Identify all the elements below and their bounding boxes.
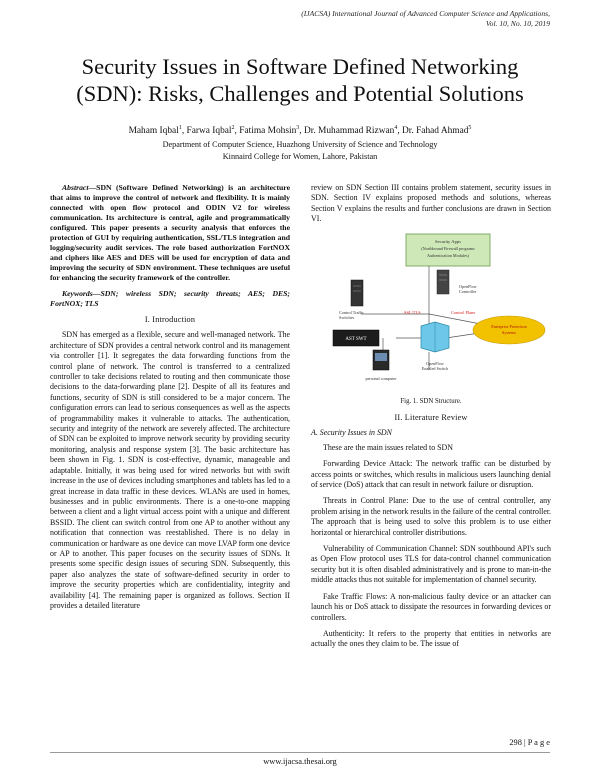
journal-header	[301, 9, 550, 29]
author-name: Farwa Iqbal	[186, 126, 232, 137]
security-apps-sub-2: Authentication Modules)	[427, 253, 469, 258]
traffic-label-2: Switches	[339, 315, 355, 320]
author-affiliation-mark: 1	[178, 125, 182, 131]
security-apps-label: Security Apps	[435, 239, 461, 244]
forwarding-device-attack-paragraph: Forwarding Device Attack: The network traffic can be disturbed by access points or switches, which results in malicious users launching denial of service (DoS) attack that can result in network failure or disruption.	[311, 459, 551, 490]
enterprise-label-2: Systems	[502, 330, 516, 335]
affiliation-line-2: Kinnaird College for Women, Lahore, Pakistan	[222, 152, 378, 161]
author-affiliation-mark: 5	[468, 125, 472, 131]
page-number: 298 | P a g e	[509, 738, 550, 747]
section-2-heading: II. Literature Review	[394, 413, 468, 422]
journal-url: www.ijacsa.thesai.org	[263, 757, 337, 766]
affiliation	[40, 139, 560, 163]
keywords-label: Keywords	[62, 289, 93, 298]
section-2a-heading: A. Security Issues in SDN	[311, 428, 392, 438]
paper-title	[40, 53, 560, 107]
controller-label-2: Controller	[459, 289, 477, 294]
authenticity-paragraph: Authenticity: It refers to the property that entities in networks are actually the ones they claim to be. The issue of	[311, 628, 551, 649]
author-affiliation-mark: 2	[231, 125, 235, 131]
keywords: Keywords—SDN; wireless SDN; security threats; AES; DES; FortNOX; TLS	[50, 289, 290, 308]
author-name: Dr. Fahad Ahmad	[402, 126, 469, 137]
right-column	[311, 183, 551, 231]
abstract-text: SDN (Software Defined Networking) is an architecture that aims to improve the control of network and flexibility. It is mainly connected with open flow protocol and ODIN V2 for wireless communication. Its architecture is central, agile and programmatically configured. This paper presents a security analysis that enforces the protection of GUI by requiring authentication, SSL/TLS integration and logging/security audit services. The role based authorization FortNOX and ciphers like AES and DES will be used for encryption of data and improving the security of SDN environment. These techniques are useful for enhancing the security framework of the controller.	[50, 183, 290, 282]
controller-label-1: OpenFlow	[459, 284, 477, 289]
journal-name: (IJACSA) International Journal of Advanced Computer Science and Applications,	[301, 9, 550, 18]
footer-divider	[50, 752, 550, 753]
left-column	[50, 183, 290, 617]
author-list: Maham Iqbal$^1$, Farwa Iqbal$^2$, Fatima Mohsin$^3$, Dr. Muhammad Rizwan$^4$, Dr. Fahad Ahmad$^5$	[128, 125, 472, 137]
section-outline-paragraph: review on SDN Section III contains problem statement, security issues in SDN. Section IV explains proposed methods and solutions, whereas Section V explains the results and further conclusions are drawn in Section VI.	[311, 183, 551, 224]
switch-label-1: OpenFlow	[426, 361, 444, 366]
controller-server-icon	[437, 270, 449, 294]
title-line-1: Security Issues in Software Defined Networking	[81, 54, 519, 79]
title-line-2: (SDN): Risks, Challenges and Potential Solutions	[76, 81, 524, 106]
sdn-structure-diagram	[311, 230, 551, 408]
fake-traffic-flows-paragraph: Fake Traffic Flows: A non-malicious faulty device or an attacker can launch his or DoS attack to dissipate the resources in forwarding devices or controllers.	[311, 591, 551, 622]
security-apps-sub-1: (Northbound Firewall programs	[421, 246, 475, 251]
section-2	[311, 413, 551, 656]
author-name: Fatima Mohsin	[239, 126, 297, 137]
affiliation-line-1: Department of Computer Science, Huazhong University of Science and Technology	[162, 140, 438, 149]
figure-1-caption: Fig. 1. SDN Structure.	[400, 398, 462, 405]
author-affiliation-mark: 3	[296, 125, 300, 131]
section-2-intro: These are the main issues related to SDN	[323, 442, 453, 452]
author-affiliation-mark: 4	[394, 125, 398, 131]
abstract-label: Abstract	[62, 183, 89, 192]
enterprise-label-1: Enterprise Protection	[491, 324, 527, 329]
traffic-label-1: Control Traffic	[339, 310, 365, 315]
journal-volume: Vol. 10, No. 10, 2019	[485, 19, 550, 28]
communication-channel-paragraph: Vulnerability of Communication Channel: SDN southbound API's such as Open Flow protocol uses TLS for data-control channel communication security but it is often disabled administratively and is prone to man-in-the middle attacks thus not suitable for implementation of channel security.	[311, 544, 551, 585]
switch-label-2: Enabled Switch	[421, 366, 449, 371]
abstract: Abstract—SDN (Software Defined Networking) is an architecture that aims to improve the control of network and flexibility. It is mainly connected with open flow protocol and ODIN V2 for wireless communication. Its architecture is central, agile and programmatically configured. This paper presents a security analysis that enforces the protection of GUI by requiring authentication, SSL/TLS integration and logging/security audit services. The role based authorization FortNOX and ciphers like AES and DES will be used for encryption of data and improving the security of SDN environment. These techniques are useful for enhancing the security framework of the controller.	[50, 183, 290, 282]
ast-switch-label: AST SWT	[345, 337, 367, 342]
section-1-paragraph: SDN has emerged as a flexible, secure and well-managed network. The architecture of SDN provides a central network control and its management via controller [1]. It segregates the data forwarding functions from the control plane of network. The control is transferred to a centralized controller to take decisions related to routing and then communicate those decisions to the data-forwarding plane [2]. Despite of all its features and functions, security of SDN is still considered to be a major concern. The configuration errors can lead to serious consequences as well as the aspects of programmability makes it vulnerable to attacks. The authentication, security and integrity of the network are severely affected. The architecture of SDN can be exploited to improve network security by providing security monitoring, analysis and response system [3]. The basic architecture has been shown in Fig. 1. SDN is cost-effective, dynamic, manageable and adaptable. Initially, it was being used for wired networks but with swift increase in the use of devices including smartphones and tablets has led to a great increase in data traffic in these devices. WLANs are used in homes, businesses and in public environments. There is a one-to-one mapping between a client and a light virtual access point with a unique and different BSSID. The client can switch control from one AP to another without any notification that connection was reestablished. There is no delay in communication or hardware as one device can move LVAP form one device or AP to another. This paper focuses on the security issues of SDNs. It presents some specific design issues of securing SDN. Subsequently, this paper also analyzes the state of software-defined security in order to improve the security properties which are confidentiality, integrity and availability [4]. The remaining paper is organized as follows. Section II provides a detailed literature	[50, 330, 290, 610]
personal-computer-label: personal computer	[365, 376, 397, 381]
control-plane-threats-paragraph: Threats in Control Plane: Due to the use of central controller, any problem arising in the network results in the failure of the central controller. The approach that is being used to solve this problem is to use either horizontal or hierarchical controller distributions.	[311, 496, 551, 537]
traffic-server-icon	[351, 280, 363, 306]
ssl-tls-label: SSL/TLS	[404, 310, 421, 315]
keywords-text: SDN; wireless SDN; security threats; AES; DES; FortNOX; TLS	[50, 289, 290, 308]
section-1-heading: I. Introduction	[144, 315, 196, 324]
figure-1	[311, 230, 551, 408]
control-plane-label: Control Plane	[451, 310, 476, 315]
author-name: Maham Iqbal	[128, 126, 179, 137]
author-name: Dr. Muhammad Rizwan	[303, 126, 395, 137]
